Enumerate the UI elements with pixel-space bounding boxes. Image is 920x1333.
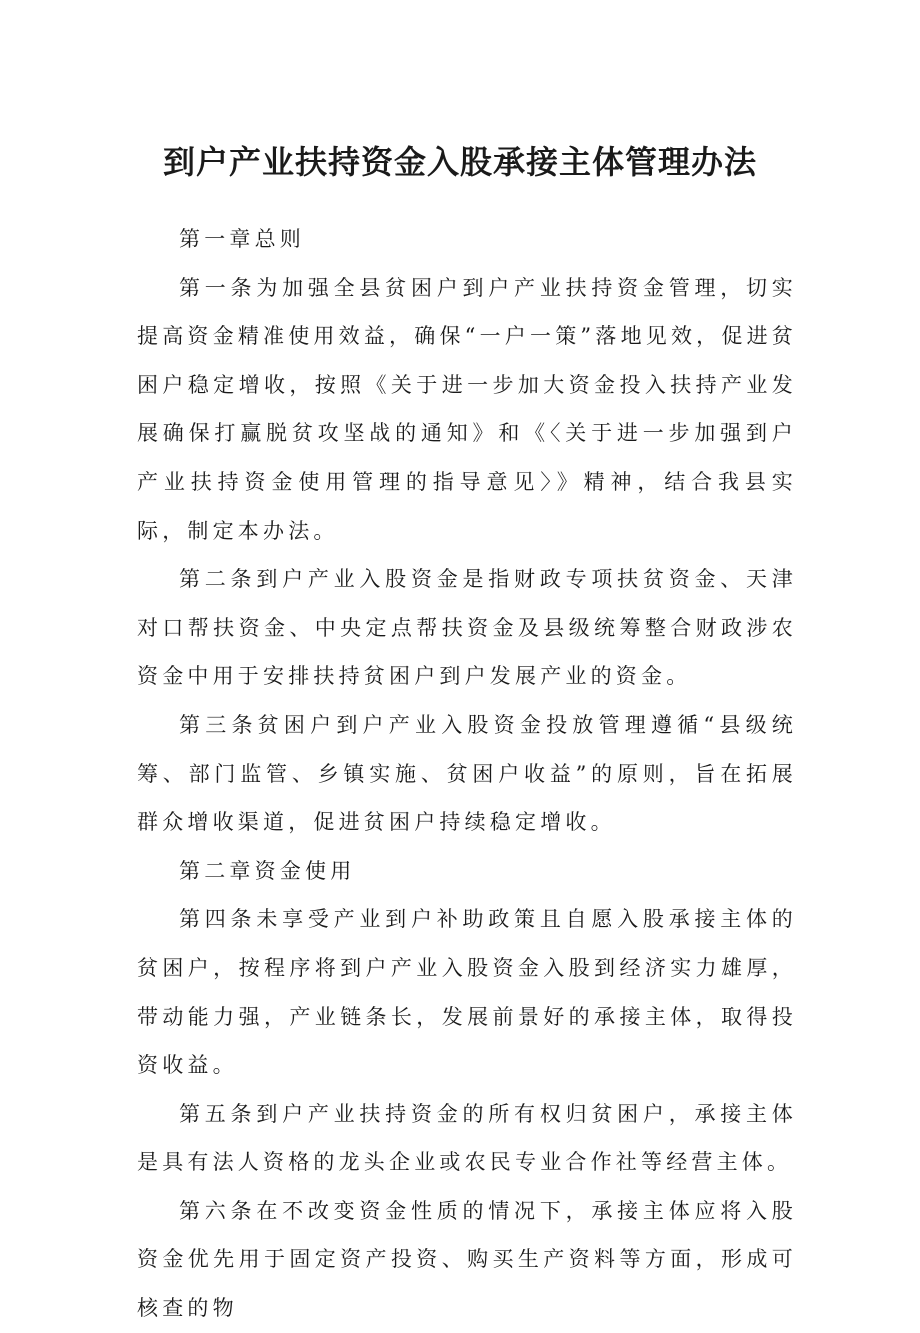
chapter-heading-1: 第一章总则 (179, 227, 305, 251)
article-1: 第一条为加强全县贫困户到户产业扶持资金管理，切实提高资金精准使用效益，确保“一户一策”落地见效，促进贫困户稳定增收，按照《关于进一步加大资金投入扶持产业发展确保打赢脱贫攻坚战的通知》和《〈关于进一步加强到户产业扶持资金使用管理的指导意见〉》精神，结合我县实际，制定本办法。 (137, 275, 797, 543)
article-5: 第五条到户产业扶持资金的所有权归贫困户，承接主体是具有法人资格的龙头企业或农民专业合作社等经营主体。 (137, 1101, 797, 1175)
article-3: 第三条贫困户到户产业入股资金投放管理遵循“县级统筹、部门监管、乡镇实施、贫困户收益”的原则，旨在拓展群众增收渠道，促进贫困户持续稳定增收。 (137, 712, 797, 835)
article-2: 第二条到户产业入股资金是指财政专项扶贫资金、天津对口帮扶资金、中央定点帮扶资金及县级统筹整合财政涉农资金中用于安排扶持贫困户到户发展产业的资金。 (137, 567, 797, 689)
document-title: 到户产业扶持资金入股承接主体管理办法 (162, 143, 757, 181)
document-body (137, 215, 797, 1333)
article-6: 第六条在不改变资金性质的情况下，承接主体应将入股资金优先用于固定资产投资、购买生产资料等方面，形成可核查的物 (137, 1198, 797, 1321)
chapter-heading-2: 第二章资金使用 (179, 858, 356, 883)
article-4: 第四条未享受产业到户补助政策且自愿入股承接主体的贫困户，按程序将到户产业入股资金入股到经济实力雄厚，带动能力强，产业链条长，发展前景好的承接主体，取得投资收益。 (137, 907, 797, 1078)
